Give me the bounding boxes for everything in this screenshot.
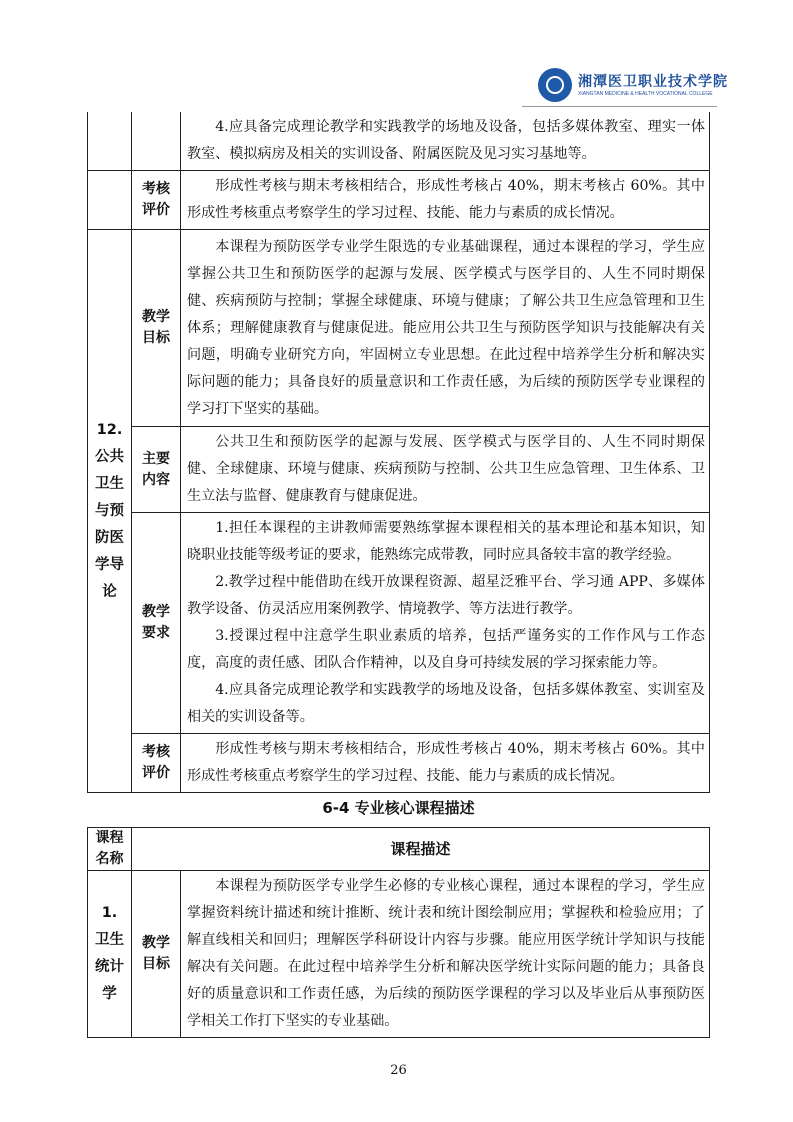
school-name-en: XIANGTAN MEDICINE & HEALTH VOCATIONAL COLLEGE	[578, 90, 713, 97]
course-name-cell-empty	[88, 112, 132, 171]
course-name-cell	[88, 230, 132, 793]
course-name-cell-empty	[88, 171, 132, 230]
label-text: 考核评价	[142, 744, 170, 781]
label-text: 教学目标	[142, 309, 170, 346]
label-text: 教学要求	[142, 604, 170, 641]
row-label	[132, 112, 181, 171]
paragraph: 形成性考核与期末考核相结合，形成性考核占 40%，期末考核占 60%。其中形成性考核重点考察学生的学习过程、技能、能力与素质的成长情况。	[187, 741, 705, 784]
row-content	[181, 230, 710, 427]
school-name-cn: 湘潭医卫职业技术学院	[578, 73, 728, 90]
course-name: 12.公共卫生与预防医学导论	[95, 421, 124, 600]
header-course-description: 课程描述	[132, 828, 710, 871]
row-label	[132, 427, 181, 513]
school-logo	[538, 68, 728, 102]
page-body	[87, 112, 710, 1080]
header-text: 课程名称	[95, 830, 124, 867]
table-row	[88, 230, 710, 427]
row-label	[132, 734, 181, 793]
header-rule	[522, 106, 717, 107]
paragraph: 本课程为预防医学专业学生必修的专业核心课程，通过本课程的学习，学生应掌握资料统计描述和统计推断、统计表和统计图绘制应用；掌握秩和检验应用；了解直线相关和回归；理解医学科研设计内容与步骤。能应用医学统计学知识与技能解决有关问题。在此过程中培养学生分析和解决医学统计实际问题的能力；具备良好的质量意识和工作责任感，为后续的预防医学课程的学习以及毕业后从事预防医学相关工作打下坚实的专业基础。	[187, 878, 705, 1029]
table-row	[88, 171, 710, 230]
table-header-row	[88, 828, 710, 871]
row-content	[181, 734, 710, 793]
paragraph: 2.教学过程中能借助在线开放课程资源、超星泛雅平台、学习通 APP、多媒体教学设备、仿灵活应用案例教学、情境教学、等方法进行教学。	[187, 574, 705, 617]
course-name: 1.卫生统计学	[95, 905, 124, 1002]
row-content	[181, 871, 710, 1038]
school-seal-icon	[538, 68, 572, 102]
row-label	[132, 171, 181, 230]
paragraph: 形成性考核与期末考核相结合，形成性考核占 40%，期末考核占 60%。其中形成性考核重点考察学生的学习过程、技能、能力与素质的成长情况。	[187, 178, 705, 221]
table-row	[88, 871, 710, 1038]
table-row	[88, 427, 710, 513]
label-text: 考核评价	[142, 181, 170, 218]
paragraph: 1.担任本课程的主讲教师需要熟练掌握本课程相关的基本理论和基本知识，知晓职业技能等级考证的要求，能熟练完成带教，同时应具备较丰富的教学经验。	[187, 520, 705, 563]
paragraph: 本课程为预防医学专业学生限选的专业基础课程，通过本课程的学习，学生应掌握公共卫生和预防医学的起源与发展、医学模式与医学目的、人生不同时期保健、疾病预防与控制；掌握全球健康、环境与健康；了解公共卫生应急管理和卫生体系；理解健康教育与健康促进。能应用公共卫生与预防医学知识与技能解决有关问题，明确专业研究方向，牢固树立专业思想。在此过程中培养学生分析和解决实际问题的能力；具备良好的质量意识和工作责任感，为后续的预防医学专业课程的学习打下坚实的基础。	[187, 238, 705, 417]
course-table-continued	[87, 112, 710, 793]
course-name-cell	[88, 871, 132, 1038]
row-content	[181, 112, 710, 171]
label-text: 主要内容	[142, 450, 170, 488]
core-course-table	[87, 827, 710, 1038]
table-row	[88, 112, 710, 171]
header-course-name	[88, 828, 132, 871]
row-label	[132, 871, 181, 1038]
page-number: 26	[390, 1063, 407, 1078]
paragraph: 4.应具备完成理论教学和实践教学的场地及设备，包括多媒体教室、理实一体教室、模拟病房及相关的实训设备、附属医院及见习实习基地等。	[187, 119, 705, 162]
row-label	[132, 513, 181, 734]
table-row	[88, 734, 710, 793]
paragraph: 公共卫生和预防医学的起源与发展、医学模式与医学目的、人生不同时期保健、全球健康、环境与健康、疾病预防与控制、公共卫生应急管理、卫生体系、卫生立法与监督、健康教育与健康促进。	[187, 434, 705, 504]
table-row	[88, 513, 710, 734]
row-content	[181, 171, 710, 230]
paragraph: 4.应具备完成理论教学和实践教学的场地及设备，包括多媒体教室、实训室及相关的实训设备等。	[187, 682, 705, 725]
row-label	[132, 230, 181, 427]
row-content	[181, 427, 710, 513]
section-heading: 6-4 专业核心课程描述	[322, 799, 475, 817]
paragraph: 3.授课过程中注意学生职业素质的培养，包括严谨务实的工作作风与工作态度，高度的责任感、团队合作精神，以及自身可持续发展的学习探索能力等。	[187, 628, 705, 671]
label-text: 教学目标	[142, 935, 170, 972]
row-content	[181, 513, 710, 734]
